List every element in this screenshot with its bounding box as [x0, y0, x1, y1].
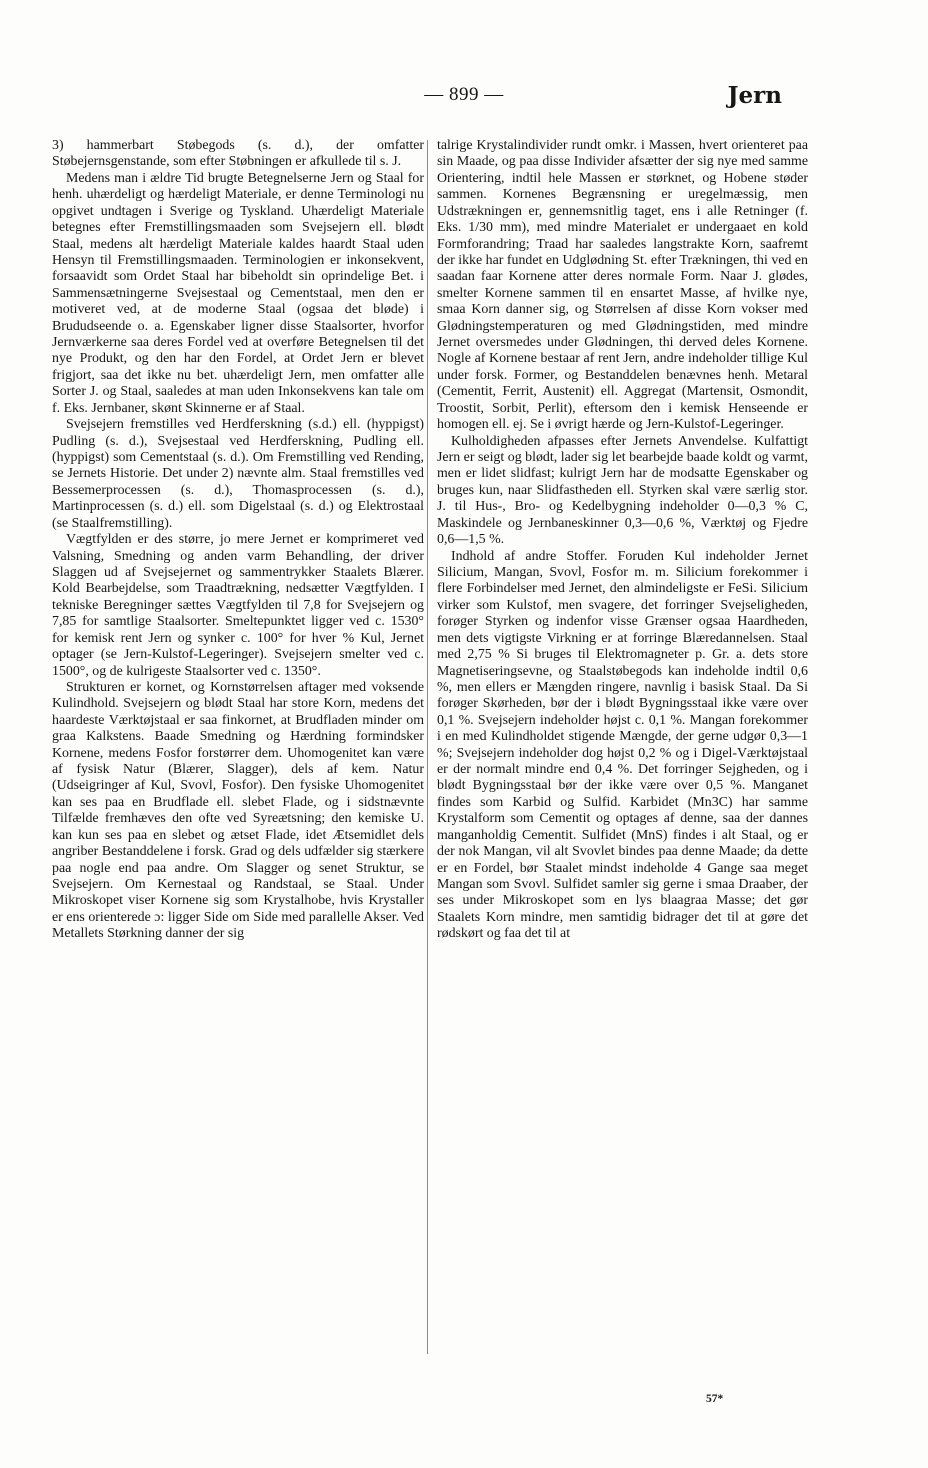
paragraph: 3) hammerbart Støbegods (s. d.), der omfatter Støbejernsgenstande, som efter Støbningen er afkullede til s. J. [52, 138, 424, 170]
page-header [0, 84, 928, 114]
running-head: Jern [727, 82, 782, 109]
paragraph: Kulholdigheden afpasses efter Jernets Anvendelse. Kulfattigt Jern er seigt og blødt, lader sig let bearbejde baade koldt og varmt, men er lidet slidfast; kulrigt Jern har de modsatte Egenskaber og bruges kun, naar Slidfastheden ell. Styrken skal være særlig stor. J. til Hus-, Bro- og Kedelbygning indeholder 0—0,3 % C, Maskindele og Jernbaneskinner 0,3—0,6 %, Værktøj og Fjedre 0,6—1,5 %. [437, 433, 808, 548]
paragraph: Svejsejern fremstilles ved Herdferskning (s.d.) ell. (hyppigst) Pudling (s. d.), Svejsestaal ved Herdferskning, Pudling ell. (hyppigst) som Cementstaal (s. d.). Om Fremstilling ved Rending, se Jernets Historie. Det under 2) nævnte alm. Staal fremstilles ved Bessemerprocessen (s. d.), Thomasprocessen (s. d.), Martinprocessen (s. d.) ell. som Digelstaal (s. d.) og Elektrostaal (se Staalfremstilling). [52, 417, 424, 531]
paragraph: talrige Krystalindivider rundt omkr. i Massen, hvert orienteret paa sin Maade, og paa disse Individer afsætter der sig nye med samme Orientering, indtil hele Massen er størknet, og Hobene støder sammen. Kornenes Begrænsning er uregelmæssig, men Udstrækningen er, gennemsnitlig taget, ens i alle Retninger (f. Eks. 1/30 mm), med mindre Materialet er undergaaet en kold Formforandring; Traad har saaledes langstrakte Korn, saafremt der ikke har fundet en Udglødning St. efter Trækningen, thi ved en saadan faar Kornene atter deres normale Form. Naar J. glødes, smelter Kornene sammen til en ensartet Masse, af hvilke nye, smaa Korn danner sig, og Størrelsen af disse Korn vokser med Glødningstemperaturen og med Glødningstiden, med mindre Jernet oversmedes under Glødningen, thi derved deles Kornene. Nogle af Kornene bestaar af rent Jern, andre indeholder tillige Kul under forsk. Former, og Bestanddelen benævnes henh. Metaral (Cementit, Ferrit, Austenit) ell. Aggregat (Martensit, Osmondit, Troostit, Sorbit, Perlit), eftersom den i kemisk Henseende er homogen ell. ej. Se i øvrigt hærde og Jern-Kulstof-Legeringer. [437, 138, 808, 433]
column-divider [427, 140, 428, 1354]
paragraph: Medens man i ældre Tid brugte Betegnelserne Jern og Staal for henh. uhærdeligt og hærdeligt Materiale, er denne Terminologi nu opgivet undtagen i Sverige og Tyskland. Uhærdeligt Materiale betegnes efter Fremstillingsmaaden som Svejsejern ell. blødt Staal, medens alt hærdeligt Materiale kaldes haardt Staal uden Hensyn til Fremstillingsmaaden. Terminologien er inkonsekvent, forsaavidt som Ordet Staal har bibeholdt sin oprindelige Bet. i Sammensætningerne Svejsestaal og Cementstaal, men den er motiveret ved, at de moderne Staal (ogsaa det bløde) i Brududseende o. a. Egenskaber ligner disse Staalsorter, hvorfor Jernværkerne saa deres Fordel ved at overføre Betegnelsen til det nye Produkt, og den har den Fordel, at Ordet Jern er blevet frigjort, saa det ikke nu bet. uhærdeligt Jern, men omfatter alle Sorter J. og Staal, saaledes at man uden Inkonsekvens kan tale om f. Eks. Jernbaner, skønt Skinnerne er af Staal. [52, 170, 424, 416]
paragraph: Strukturen er kornet, og Kornstørrelsen aftager med voksende Kulindhold. Svejsejern og blødt Staal har store Korn, medens det haardeste Værktøjstaal er saa finkornet, at Brudfladen minder om graa Kalkstens. Baade Smedning og Hærdning formindsker Kornene, medens Fosfor forstørrer dem. Uhomogenitet kan være af fysisk Natur (Blærer, Slagger), dels af kem. Natur (Udseigringer af Kul, Svovl, Fosfor). Den fysiske Uhomogenitet kan ses paa en Brudflade ell. slebet Flade, og i sidstnævnte Tilfælde fremhæves den ofte ved Syreætsning; den kemiske U. kan kun ses paa en slebet og ætset Flade, idet Ætsemidlet dels angriber Bestanddelene i forsk. Grad og dels udfælder sig stærkere paa nogle end paa andre. Om Slagger og senet Struktur, se Svejsejern. Om Kernestaal og Randstaal, se Staal. Under Mikroskopet viser Kornene sig som Krystalhobe, hvis Krystaller er ens orienterede ɔ: ligger Side om Side med parallelle Akser. Ved Metallets Størkning danner der sig [52, 679, 424, 942]
right-column [437, 138, 808, 943]
signature-mark: 57* [706, 1393, 724, 1405]
paragraph: Indhold af andre Stoffer. Foruden Kul indeholder Jernet Silicium, Mangan, Svovl, Fosfor m. m. Silicium forekommer i flere Forbindelser med Jernet, den almindeligste er FeSi. Silicium virker som Kulstof, men svagere, det forringer Svejseligheden, forøger Styrken og indenfor visse Grænser ogsaa Haardheden, men dets vigtigste Virkning er at forringe Blæredannelsen. Staal med 2,75 % Si bruges til Elektromagneter p. Gr. a. dets store Magnetiseringsevne, og Staalstøbegods kan indeholde indtil 0,6 %, men ellers er Mængden ringere, navnlig i basisk Staal. Da Si forøger Skørheden, bør der i blødt Bygningsstaal ikke være over 0,1 %. Svejsejern indeholder højst c. 0,1 %. Mangan forekommer i en med Kulindholdet stigende Mængde, der gerne udgør 0,3—1 %; Svejsejern indeholder dog højst 0,2 % og i Digel-Værktøjstaal er der normalt mindre end 0,4 %. Det forringer Sejgheden, og i blødt Bygningsstaal bør der ikke være over 0,5 %. Manganet findes som Karbid og Sulfid. Karbidet (Mn3C) har samme Krystalform som Cementit og optages af denne, saa der dannes manganholdig Cementit. Sulfidet (MnS) findes i alt Staal, og er der nok Mangan, vil alt Svovlet bindes paa denne Maade; da dette er en Fordel, bør Staalet mindst indeholde 4 Gange saa meget Mangan som Svovl. Sulfidet samler sig gerne i smaa Draaber, der ses under Mikroskopet som en lys blaagraa Masse; det gør Staalets Korn mindre, men samtidig bidrager det til at gøre det rødskørt og faa det til at [437, 548, 808, 942]
paragraph: Vægtfylden er des større, jo mere Jernet er komprimeret ved Valsning, Smedning og anden varm Behandling, der driver Slaggen ud af Svejsejernet og sammentrykker Staalets Blærer. Kold Bearbejdelse, som Traadtrækning, nedsætter Vægtfylden. I tekniske Beregninger sættes Vægtfylden til 7,8 for Svejsejern og 7,85 for samtlige Staalsorter. Smeltepunktet ligger ved c. 1530° for kemisk rent Jern og synker c. 100° for hver % Kul, Jernet optager (se Jern-Kulstof-Legeringer). Svejsejern smelter ved c. 1500°, og de kulrigeste Staalsorter ved c. 1350°. [52, 532, 424, 679]
page-number: — 899 — [424, 84, 504, 105]
left-column [52, 138, 424, 943]
